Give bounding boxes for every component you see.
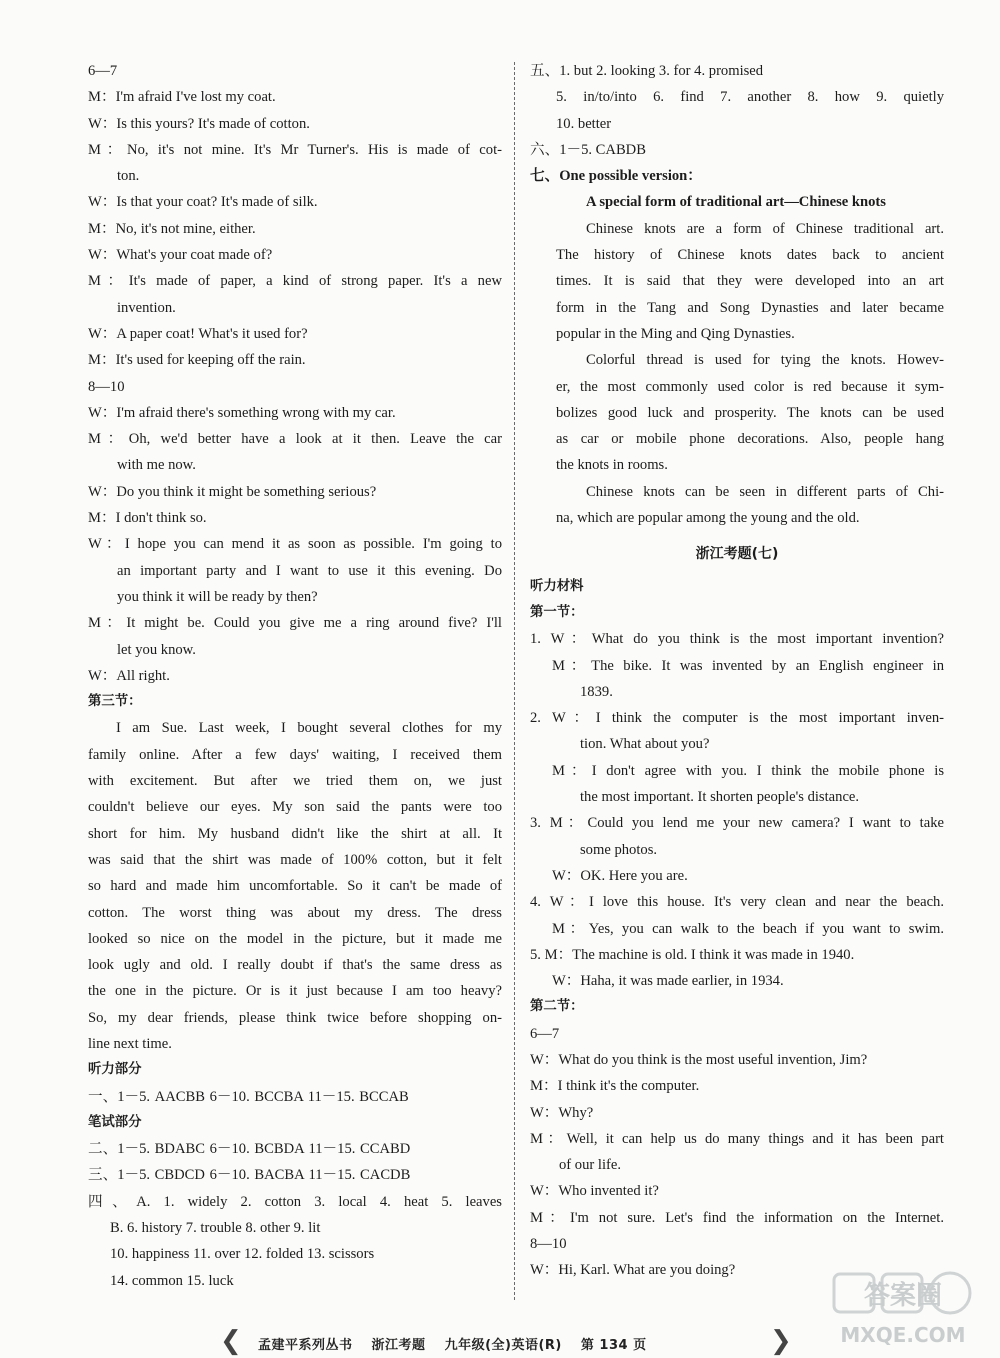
right-line: of our life. [559, 1157, 622, 1174]
watermark-logo [828, 1268, 978, 1350]
right-line: M：I don't agree with you. I think the mobile phone is [552, 762, 944, 779]
right-line: 5. in/to/into 6. find 7. another 8. how 9. quietly [556, 89, 944, 106]
left-line: the one in the picture. Or is it just because I am too heavy? [88, 983, 502, 1000]
right-line: 2. W：I think the computer is the most important inven- [530, 710, 944, 727]
left-line: W：What's your coat made of? [88, 247, 273, 264]
right-line: tion. What about you? [580, 736, 710, 753]
right-line: M：Yes, you can walk to the beach if you want to swim. [552, 920, 944, 937]
left-line: looked so nice on the model in the picture, but it made me [88, 930, 502, 947]
left-line: an important party and I want to use it this evening. Do [117, 562, 502, 579]
right-line: 第一节： [530, 604, 584, 620]
left-line: M：I'm afraid I've lost my coat. [88, 89, 276, 106]
right-line: M：I'm not sure. Let's find the information on the Internet. [530, 1209, 944, 1226]
right-line: Chinese knots are a form of Chinese traditional art. [586, 220, 944, 237]
left-line: 8—10 [88, 378, 125, 395]
right-line: as car or mobile phone decorations. Also, people hang [556, 431, 944, 448]
right-line: W：OK. Here you are. [552, 867, 688, 884]
right-line: 6—7 [530, 1025, 560, 1042]
watermark-bottom-text: MXQE.COM [840, 1323, 966, 1347]
right-line: form in the Tang and Song Dynasties and later became [556, 299, 944, 316]
left-line: was said that the shirt was made of 100% cotton, but it felt [88, 851, 502, 868]
left-line: M：Oh, we'd better have a look at it then. Leave the car [88, 431, 502, 448]
right-line: 3. M：Could you lend me your new camera? I want to take [530, 815, 944, 832]
left-column [88, 58, 502, 1294]
left-line: look ugly and old. I really doubt if that's the same dress as [88, 957, 502, 974]
right-line: 5. M：The machine is old. I think it was made in 1940. [530, 946, 855, 963]
right-line: bolizes good luck and prosperity. The knots can be used [556, 404, 944, 421]
chevron-left-icon: ❮ [220, 1326, 242, 1356]
right-line: Colorful thread is used for tying the knots. Howev- [586, 352, 944, 369]
left-line: W：All right. [88, 667, 170, 684]
left-line: M：I don't think so. [88, 510, 207, 527]
left-line: ton. [117, 168, 140, 185]
right-line: 第二节： [530, 999, 584, 1015]
right-line: times. It is said that they were developed into an art [556, 273, 944, 290]
left-line: M：It's used for keeping off the rain. [88, 352, 306, 369]
right-line: na, which are popular among the young and the old. [556, 510, 860, 527]
left-line: with me now. [117, 457, 196, 474]
left-line: with excitement. But after we tried them on, we just [88, 773, 502, 790]
right-column [530, 58, 944, 1284]
left-line: W：A paper coat! What's it used for? [88, 325, 308, 342]
right-line: A special form of traditional art—Chinese knots [586, 194, 886, 211]
right-line: W：Haha, it was made earlier, in 1934. [552, 973, 784, 990]
left-line: I am Sue. Last week, I bought several clothes for my [116, 720, 502, 737]
footer-series: 孟建平系列丛书 [258, 1338, 353, 1353]
right-line: 1. W：What do you think is the most important invention? [530, 631, 944, 648]
left-line: 14. common 15. luck [110, 1272, 234, 1289]
left-line: So, my dear friends, please think twice before shopping on- [88, 1009, 502, 1026]
left-line: family online. After a few days' waiting, I received them [88, 746, 502, 763]
right-line: W：What do you think is the most useful invention, Jim? [530, 1051, 868, 1068]
right-line: M：The bike. It was invented by an English engineer in [552, 657, 944, 674]
right-line: some photos. [580, 841, 658, 858]
right-line: The history of Chinese knots dates back to ancient [556, 247, 944, 264]
right-line: popular in the Ming and Qing Dynasties. [556, 325, 795, 342]
right-line: 10. better [556, 115, 612, 132]
column-divider [514, 62, 515, 1300]
right-line: the knots in rooms. [556, 457, 668, 474]
watermark-top-text: 答案圈 [863, 1281, 943, 1311]
chevron-right-icon: ❯ [770, 1326, 792, 1356]
left-line: 笔试部分 [88, 1114, 142, 1130]
right-line: 4. W：I love this house. It's very clean and near the beach. [530, 894, 944, 911]
left-line: W：I hope you can mend it as soon as possible. I'm going to [88, 536, 502, 553]
left-line: cotton. The worst thing was about my dress. The dress [88, 904, 502, 921]
left-line: M：It's made of paper, a kind of strong paper. It's a new [88, 273, 502, 290]
left-line: let you know. [117, 641, 196, 658]
left-line: invention. [117, 299, 176, 316]
right-line: M：I think it's the computer. [530, 1078, 700, 1095]
left-line: M：No, it's not mine, either. [88, 220, 256, 237]
left-line: short for him. My husband didn't like the shirt at all. It [88, 825, 502, 842]
right-line: 听力材料 [530, 578, 584, 594]
right-line: er, the most commonly used color is red because it sym- [556, 378, 944, 395]
left-line: W：Is this yours? It's made of cotton. [88, 115, 310, 132]
left-line: W：Is that your coat? It's made of silk. [88, 194, 318, 211]
left-line: W：Do you think it might be something serious? [88, 483, 377, 500]
left-line: 一、1－5. AACBB 6－10. BCCBA 11－15. BCCAB [88, 1088, 409, 1105]
right-line: 六、1－5. CABDB [530, 141, 646, 158]
right-line: the most important. It shorten people's distance. [580, 789, 860, 806]
left-line: couldn't believe our eyes. My son said the pants were too [88, 799, 502, 816]
right-line: W：Who invented it? [530, 1183, 659, 1200]
footer-grade: 九年级(全)英语(R) [444, 1338, 562, 1353]
right-line: W：Why? [530, 1104, 594, 1121]
left-line: 二、1－5. BDABC 6－10. BCBDA 11－15. CCABD [88, 1141, 411, 1158]
left-line: W：I'm afraid there's something wrong with my car. [88, 404, 396, 421]
right-line: W：Hi, Karl. What are you doing? [530, 1262, 736, 1279]
left-line: M：It might be. Could you give me a ring around five? I'll [88, 615, 502, 632]
left-line: 第三节： [88, 694, 142, 710]
right-line: 五、1. but 2. looking 3. for 4. promised [530, 63, 764, 79]
right-line: 8—10 [530, 1236, 567, 1253]
left-line: 听力部分 [88, 1062, 142, 1078]
right-line: 七、One possible version： [530, 168, 702, 185]
left-line: 三、1－5. CBDCD 6－10. BACBA 11－15. CACDB [88, 1167, 411, 1184]
footer-book: 浙江考题 [371, 1338, 426, 1353]
right-line: 1839. [580, 683, 613, 700]
left-line: line next time. [88, 1035, 172, 1052]
left-line: so hard and made him uncomfortable. So it can't be made of [88, 878, 502, 895]
left-line: you think it will be ready by then? [117, 588, 318, 605]
left-line: M：No, it's not mine. It's Mr Turner's. His is made of cot- [88, 141, 502, 158]
left-line: 6—7 [88, 63, 118, 79]
left-line: B. 6. history 7. trouble 8. other 9. lit [110, 1220, 321, 1237]
left-line: 四、A. 1. widely 2. cotton 3. local 4. heat 5. leaves [88, 1193, 502, 1210]
left-line: 10. happiness 11. over 12. folded 13. scissors [110, 1246, 375, 1263]
right-line: M：Well, it can help us do many things and it has been part [530, 1130, 944, 1147]
right-line: 浙江考题(七) [695, 546, 779, 563]
right-line: Chinese knots can be seen in different parts of Chi- [586, 483, 944, 500]
footer-page-number: 第 134 页 [580, 1338, 647, 1353]
